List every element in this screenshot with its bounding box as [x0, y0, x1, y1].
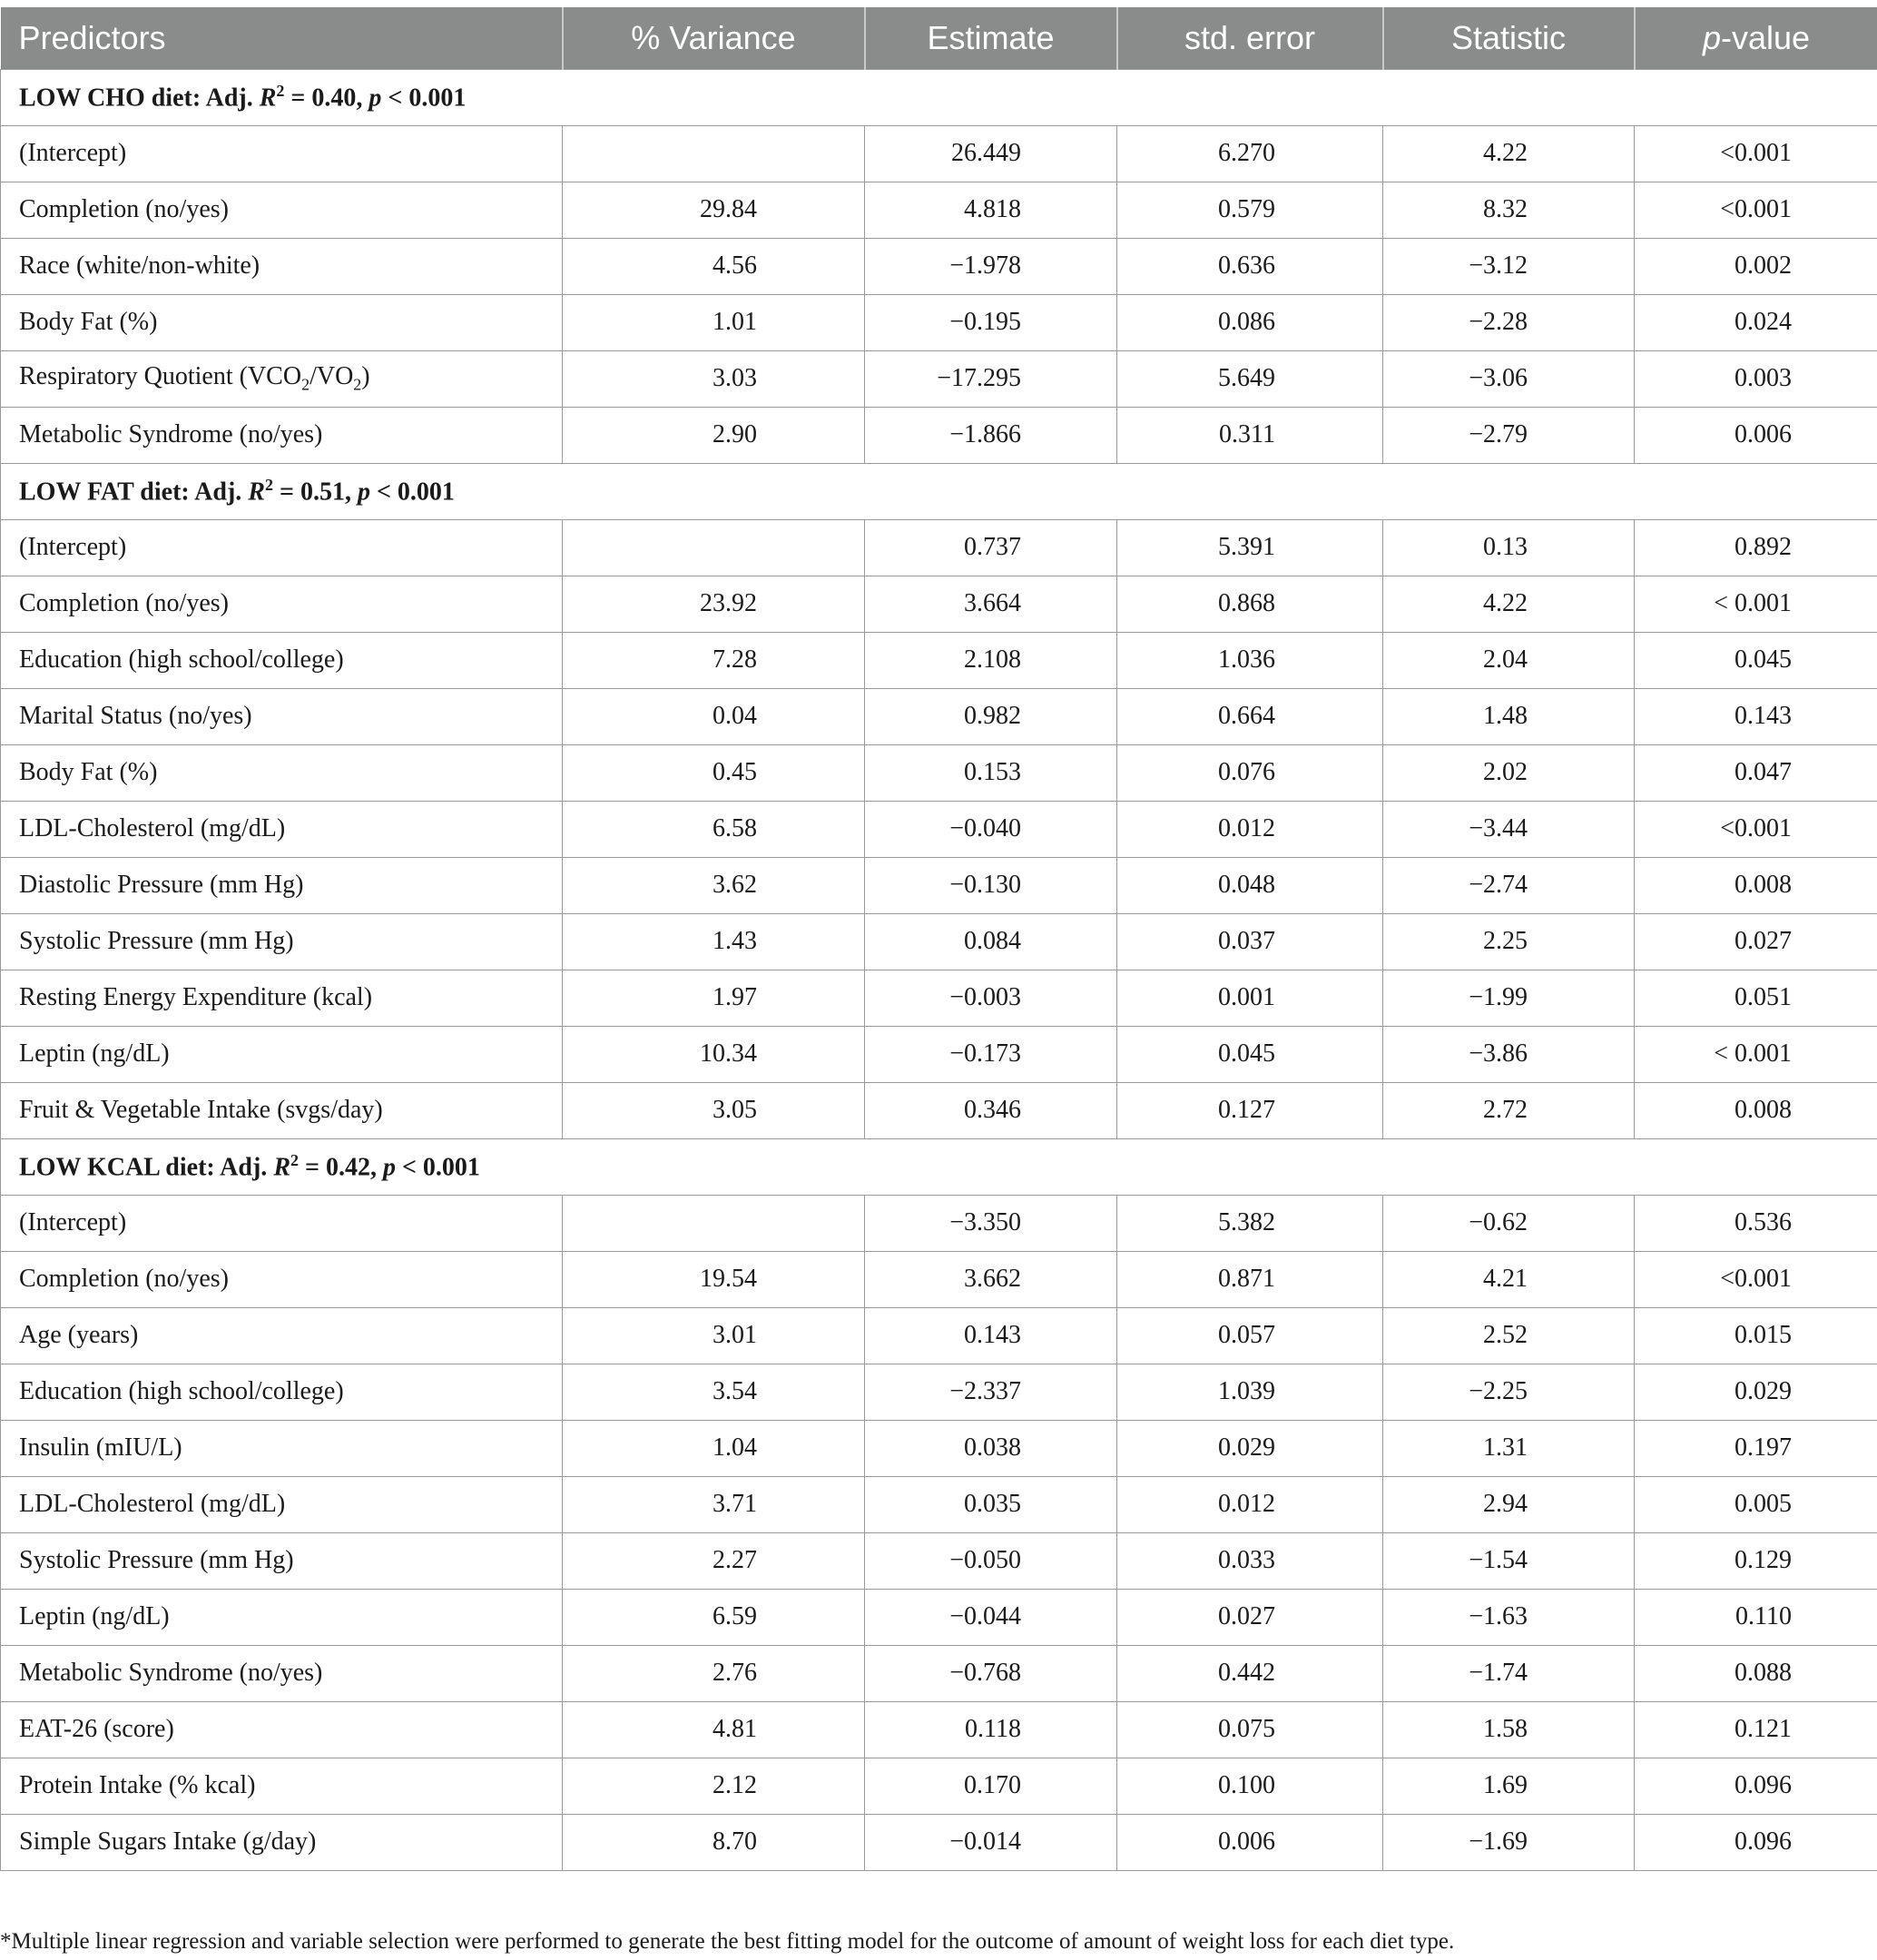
cell-variance: 8.70: [563, 1814, 865, 1870]
cell-variance: 3.05: [563, 1082, 865, 1138]
cell-p-value: 0.002: [1635, 238, 1877, 294]
cell-estimate: 0.143: [865, 1307, 1117, 1364]
cell-variance: 19.54: [563, 1251, 865, 1307]
cell-statistic: −0.62: [1383, 1195, 1635, 1251]
cell-std-error: 0.006: [1117, 1814, 1383, 1870]
table-row: [1, 1589, 1877, 1645]
regression-table: [0, 7, 1877, 1871]
table-row: [1, 1476, 1877, 1532]
predictor-text: (Intercept): [19, 1208, 127, 1236]
cell-statistic: 1.31: [1383, 1420, 1635, 1476]
table-row: [1, 857, 1877, 913]
cell-p-value: 0.096: [1635, 1758, 1877, 1814]
table-row: [1, 970, 1877, 1026]
table-row: [1, 913, 1877, 970]
section-title-suffix: < 0.001: [369, 478, 455, 507]
cell-statistic: −1.99: [1383, 970, 1635, 1026]
table-footnote: *Multiple linear regression and variable selection were performed to generate the best fitting model for the outcome of amount of weight loss for each diet type.: [0, 1929, 1455, 1954]
cell-estimate: −2.337: [865, 1364, 1117, 1420]
cell-variance: 6.58: [563, 801, 865, 857]
predictor-text: Metabolic Syndrome (no/yes): [19, 420, 323, 448]
cell-variance: 1.01: [563, 294, 865, 350]
cell-statistic: −2.28: [1383, 294, 1635, 350]
cell-std-error: 0.636: [1117, 238, 1383, 294]
cell-std-error: 0.100: [1117, 1758, 1383, 1814]
section-title-suffix: < 0.001: [395, 1153, 480, 1182]
cell-variance: [563, 1195, 865, 1251]
cell-estimate: 0.170: [865, 1758, 1117, 1814]
cell-std-error: 5.382: [1117, 1195, 1383, 1251]
cell-predictor: [1, 913, 563, 970]
cell-variance: 6.59: [563, 1589, 865, 1645]
cell-std-error: 0.868: [1117, 576, 1383, 632]
section-title-prefix: LOW CHO diet: Adj.: [19, 84, 260, 113]
section-header-row: [1, 463, 1877, 519]
cell-estimate: 0.982: [865, 688, 1117, 744]
section-title-mid: = 0.51,: [272, 478, 358, 507]
cell-statistic: 2.25: [1383, 913, 1635, 970]
cell-estimate: 3.664: [865, 576, 1117, 632]
cell-variance: 29.84: [563, 182, 865, 238]
predictor-text: Resting Energy Expenditure (kcal): [19, 983, 373, 1011]
header-p-rest: -value: [1720, 18, 1811, 56]
cell-predictor: [1, 1758, 563, 1814]
cell-variance: 4.56: [563, 238, 865, 294]
cell-std-error: 0.664: [1117, 688, 1383, 744]
cell-p-value: 0.029: [1635, 1364, 1877, 1420]
cell-predictor: [1, 1701, 563, 1758]
section-header-row: [1, 1138, 1877, 1195]
predictor-text: Leptin (ng/dL): [19, 1039, 170, 1068]
cell-statistic: 2.04: [1383, 632, 1635, 688]
cell-estimate: 2.108: [865, 632, 1117, 688]
cell-predictor: [1, 407, 563, 463]
header-variance: % Variance: [563, 7, 865, 69]
predictor-text: Insulin (mIU/L): [19, 1433, 182, 1462]
cell-p-value: 0.047: [1635, 744, 1877, 801]
cell-statistic: −2.25: [1383, 1364, 1635, 1420]
cell-statistic: −1.54: [1383, 1532, 1635, 1589]
cell-p-value: 0.129: [1635, 1532, 1877, 1589]
cell-predictor: [1, 238, 563, 294]
predictor-text-part: /VO: [310, 362, 354, 391]
predictor-text: Systolic Pressure (mm Hg): [19, 1546, 294, 1574]
cell-predictor: [1, 1589, 563, 1645]
section-title: [1, 463, 1877, 519]
cell-estimate: −1.866: [865, 407, 1117, 463]
cell-estimate: 4.818: [865, 182, 1117, 238]
table-row: [1, 1195, 1877, 1251]
cell-variance: [563, 519, 865, 576]
section-title-p: p: [369, 84, 382, 113]
cell-std-error: 0.045: [1117, 1026, 1383, 1082]
cell-p-value: 0.892: [1635, 519, 1877, 576]
cell-statistic: 4.21: [1383, 1251, 1635, 1307]
cell-variance: 1.97: [563, 970, 865, 1026]
cell-estimate: −0.040: [865, 801, 1117, 857]
predictor-text-part: ): [361, 362, 370, 391]
cell-p-value: 0.008: [1635, 857, 1877, 913]
predictor-text: Marital Status (no/yes): [19, 702, 252, 730]
cell-std-error: 5.649: [1117, 350, 1383, 407]
cell-predictor: [1, 125, 563, 182]
predictor-text: Body Fat (%): [19, 308, 158, 336]
cell-estimate: −0.195: [865, 294, 1117, 350]
cell-variance: 7.28: [563, 632, 865, 688]
cell-predictor: [1, 576, 563, 632]
table-row: [1, 1532, 1877, 1589]
cell-p-value: 0.121: [1635, 1701, 1877, 1758]
cell-p-value: 0.536: [1635, 1195, 1877, 1251]
predictor-text: Protein Intake (% kcal): [19, 1771, 256, 1799]
header-p-italic: p: [1702, 18, 1721, 56]
cell-predictor: [1, 1814, 563, 1870]
cell-variance: 3.01: [563, 1307, 865, 1364]
cell-predictor: [1, 1645, 563, 1701]
cell-statistic: −1.69: [1383, 1814, 1635, 1870]
table-row: [1, 407, 1877, 463]
cell-estimate: 0.346: [865, 1082, 1117, 1138]
cell-statistic: 0.13: [1383, 519, 1635, 576]
cell-variance: 0.45: [563, 744, 865, 801]
cell-statistic: −3.44: [1383, 801, 1635, 857]
predictor-text: Diastolic Pressure (mm Hg): [19, 871, 304, 899]
table-row: [1, 1701, 1877, 1758]
cell-std-error: 0.076: [1117, 744, 1383, 801]
section-title-mid: = 0.40,: [284, 84, 369, 113]
cell-variance: 2.27: [563, 1532, 865, 1589]
predictor-text: Age (years): [19, 1321, 139, 1349]
cell-p-value: 0.015: [1635, 1307, 1877, 1364]
section-title-sup: 2: [276, 81, 285, 100]
cell-predictor: [1, 857, 563, 913]
predictor-text: Completion (no/yes): [19, 1265, 229, 1293]
table-row: [1, 1758, 1877, 1814]
table-header: [1, 7, 1877, 69]
cell-predictor: [1, 350, 563, 407]
cell-std-error: 0.029: [1117, 1420, 1383, 1476]
predictor-subscript: 2: [353, 375, 362, 394]
cell-p-value: 0.088: [1635, 1645, 1877, 1701]
section-title-sup: 2: [264, 475, 273, 494]
header-p-value: [1635, 7, 1877, 69]
cell-estimate: 3.662: [865, 1251, 1117, 1307]
cell-p-value: 0.045: [1635, 632, 1877, 688]
section-header-row: [1, 69, 1877, 125]
table-row: [1, 576, 1877, 632]
section-title-prefix: LOW FAT diet: Adj.: [19, 478, 249, 507]
cell-estimate: −0.173: [865, 1026, 1117, 1082]
cell-predictor: [1, 1251, 563, 1307]
cell-p-value: <0.001: [1635, 801, 1877, 857]
cell-estimate: 26.449: [865, 125, 1117, 182]
cell-p-value: 0.110: [1635, 1589, 1877, 1645]
header-row: [1, 7, 1877, 69]
cell-p-value: 0.005: [1635, 1476, 1877, 1532]
cell-variance: 3.03: [563, 350, 865, 407]
cell-estimate: −17.295: [865, 350, 1117, 407]
predictor-text: Education (high school/college): [19, 1377, 344, 1405]
cell-statistic: −1.74: [1383, 1645, 1635, 1701]
cell-variance: 3.54: [563, 1364, 865, 1420]
cell-std-error: 0.033: [1117, 1532, 1383, 1589]
cell-std-error: 0.057: [1117, 1307, 1383, 1364]
cell-statistic: −3.86: [1383, 1026, 1635, 1082]
cell-predictor: [1, 801, 563, 857]
cell-p-value: 0.008: [1635, 1082, 1877, 1138]
section-title-r: R: [273, 1153, 290, 1182]
section-title-prefix: LOW KCAL diet: Adj.: [19, 1153, 274, 1182]
cell-variance: 3.62: [563, 857, 865, 913]
cell-estimate: −0.044: [865, 1589, 1117, 1645]
cell-std-error: 0.012: [1117, 801, 1383, 857]
predictor-text: (Intercept): [19, 139, 127, 167]
header-statistic: Statistic: [1383, 7, 1635, 69]
cell-std-error: 0.075: [1117, 1701, 1383, 1758]
section-title: [1, 69, 1877, 125]
table-row: [1, 1251, 1877, 1307]
cell-predictor: [1, 1082, 563, 1138]
cell-predictor: [1, 1364, 563, 1420]
cell-estimate: −1.978: [865, 238, 1117, 294]
cell-std-error: 0.001: [1117, 970, 1383, 1026]
cell-std-error: 6.270: [1117, 125, 1383, 182]
table-row: [1, 744, 1877, 801]
cell-statistic: −3.06: [1383, 350, 1635, 407]
cell-estimate: 0.038: [865, 1420, 1117, 1476]
section-title-suffix: < 0.001: [381, 84, 467, 113]
predictor-text: Body Fat (%): [19, 758, 158, 786]
cell-estimate: 0.035: [865, 1476, 1117, 1532]
cell-p-value: <0.001: [1635, 1251, 1877, 1307]
cell-p-value: 0.096: [1635, 1814, 1877, 1870]
section-title: [1, 1138, 1877, 1195]
cell-statistic: 2.94: [1383, 1476, 1635, 1532]
predictor-text: Metabolic Syndrome (no/yes): [19, 1659, 323, 1687]
predictor-text: Fruit & Vegetable Intake (svgs/day): [19, 1096, 383, 1124]
cell-variance: 2.76: [563, 1645, 865, 1701]
table-row: [1, 238, 1877, 294]
cell-std-error: 0.311: [1117, 407, 1383, 463]
cell-std-error: 0.037: [1117, 913, 1383, 970]
cell-statistic: −2.79: [1383, 407, 1635, 463]
cell-predictor: [1, 1532, 563, 1589]
cell-variance: 23.92: [563, 576, 865, 632]
cell-std-error: 0.048: [1117, 857, 1383, 913]
cell-p-value: 0.051: [1635, 970, 1877, 1026]
table-row: [1, 182, 1877, 238]
regression-table-container: [0, 7, 1877, 1871]
cell-statistic: −1.63: [1383, 1589, 1635, 1645]
table-row: [1, 1082, 1877, 1138]
cell-std-error: 0.012: [1117, 1476, 1383, 1532]
cell-predictor: [1, 294, 563, 350]
section-title-r: R: [248, 478, 265, 507]
predictor-text: LDL-Cholesterol (mg/dL): [19, 1490, 286, 1518]
table-row: [1, 1814, 1877, 1870]
section-title-r: R: [259, 84, 277, 113]
cell-estimate: −0.130: [865, 857, 1117, 913]
table-row: [1, 519, 1877, 576]
section-title-p: p: [382, 1153, 396, 1182]
predictor-text: Education (high school/college): [19, 645, 344, 674]
cell-statistic: −2.74: [1383, 857, 1635, 913]
cell-std-error: 0.027: [1117, 1589, 1383, 1645]
cell-p-value: 0.006: [1635, 407, 1877, 463]
cell-variance: 2.12: [563, 1758, 865, 1814]
cell-variance: 0.04: [563, 688, 865, 744]
table-row: [1, 1645, 1877, 1701]
table-row: [1, 350, 1877, 407]
cell-estimate: −0.003: [865, 970, 1117, 1026]
cell-predictor: [1, 688, 563, 744]
predictor-text: (Intercept): [19, 533, 127, 561]
cell-estimate: −0.050: [865, 1532, 1117, 1589]
table-row: [1, 688, 1877, 744]
cell-estimate: 0.084: [865, 913, 1117, 970]
header-estimate: Estimate: [865, 7, 1117, 69]
table-row: [1, 294, 1877, 350]
cell-std-error: 0.086: [1117, 294, 1383, 350]
cell-predictor: [1, 632, 563, 688]
cell-statistic: 2.52: [1383, 1307, 1635, 1364]
table-row: [1, 801, 1877, 857]
cell-predictor: [1, 1026, 563, 1082]
predictor-text: Respiratory Quotient (VCO: [19, 362, 302, 391]
cell-estimate: 0.737: [865, 519, 1117, 576]
predictor-text: Race (white/non-white): [19, 251, 260, 280]
predictor-text: Simple Sugars Intake (g/day): [19, 1827, 317, 1856]
section-title-mid: = 0.42,: [299, 1153, 383, 1182]
cell-predictor: [1, 1476, 563, 1532]
cell-statistic: −3.12: [1383, 238, 1635, 294]
section-title-p: p: [357, 478, 370, 507]
cell-predictor: [1, 519, 563, 576]
cell-p-value: < 0.001: [1635, 576, 1877, 632]
cell-variance: [563, 125, 865, 182]
cell-std-error: 0.579: [1117, 182, 1383, 238]
cell-variance: 1.04: [563, 1420, 865, 1476]
header-std-error: std. error: [1117, 7, 1383, 69]
section-title-sup: 2: [290, 1150, 299, 1169]
cell-p-value: < 0.001: [1635, 1026, 1877, 1082]
cell-std-error: 0.127: [1117, 1082, 1383, 1138]
cell-std-error: 5.391: [1117, 519, 1383, 576]
cell-std-error: 1.036: [1117, 632, 1383, 688]
cell-estimate: 0.118: [865, 1701, 1117, 1758]
cell-statistic: 8.32: [1383, 182, 1635, 238]
cell-estimate: −0.014: [865, 1814, 1117, 1870]
cell-predictor: [1, 744, 563, 801]
table-row: [1, 1364, 1877, 1420]
cell-variance: 4.81: [563, 1701, 865, 1758]
header-predictors: Predictors: [18, 18, 166, 56]
cell-p-value: <0.001: [1635, 182, 1877, 238]
cell-p-value: 0.197: [1635, 1420, 1877, 1476]
predictor-subscript: 2: [301, 375, 310, 394]
cell-statistic: 1.69: [1383, 1758, 1635, 1814]
table-row: [1, 632, 1877, 688]
table-body: [1, 69, 1877, 1870]
table-row: [1, 125, 1877, 182]
predictor-text: LDL-Cholesterol (mg/dL): [19, 814, 286, 842]
cell-p-value: 0.003: [1635, 350, 1877, 407]
cell-variance: 3.71: [563, 1476, 865, 1532]
table-row: [1, 1307, 1877, 1364]
cell-statistic: 2.72: [1383, 1082, 1635, 1138]
cell-predictor: [1, 970, 563, 1026]
cell-p-value: <0.001: [1635, 125, 1877, 182]
cell-variance: 2.90: [563, 407, 865, 463]
cell-p-value: 0.143: [1635, 688, 1877, 744]
cell-estimate: 0.153: [865, 744, 1117, 801]
cell-predictor: [1, 1195, 563, 1251]
cell-statistic: 2.02: [1383, 744, 1635, 801]
cell-variance: 10.34: [563, 1026, 865, 1082]
cell-std-error: 0.871: [1117, 1251, 1383, 1307]
table-row: [1, 1420, 1877, 1476]
predictor-text: Completion (no/yes): [19, 589, 229, 617]
cell-statistic: 4.22: [1383, 125, 1635, 182]
cell-predictor: [1, 182, 563, 238]
cell-p-value: 0.024: [1635, 294, 1877, 350]
cell-estimate: −3.350: [865, 1195, 1117, 1251]
cell-statistic: 1.48: [1383, 688, 1635, 744]
predictor-text: Systolic Pressure (mm Hg): [19, 927, 294, 955]
cell-std-error: 0.442: [1117, 1645, 1383, 1701]
predictor-text: Leptin (ng/dL): [19, 1602, 170, 1630]
table-row: [1, 1026, 1877, 1082]
predictor-text: EAT-26 (score): [19, 1715, 174, 1743]
cell-p-value: 0.027: [1635, 913, 1877, 970]
predictor-text: Completion (no/yes): [19, 195, 229, 223]
cell-predictor: [1, 1307, 563, 1364]
cell-variance: 1.43: [563, 913, 865, 970]
cell-std-error: 1.039: [1117, 1364, 1383, 1420]
cell-estimate: −0.768: [865, 1645, 1117, 1701]
cell-statistic: 1.58: [1383, 1701, 1635, 1758]
cell-predictor: [1, 1420, 563, 1476]
cell-statistic: 4.22: [1383, 576, 1635, 632]
